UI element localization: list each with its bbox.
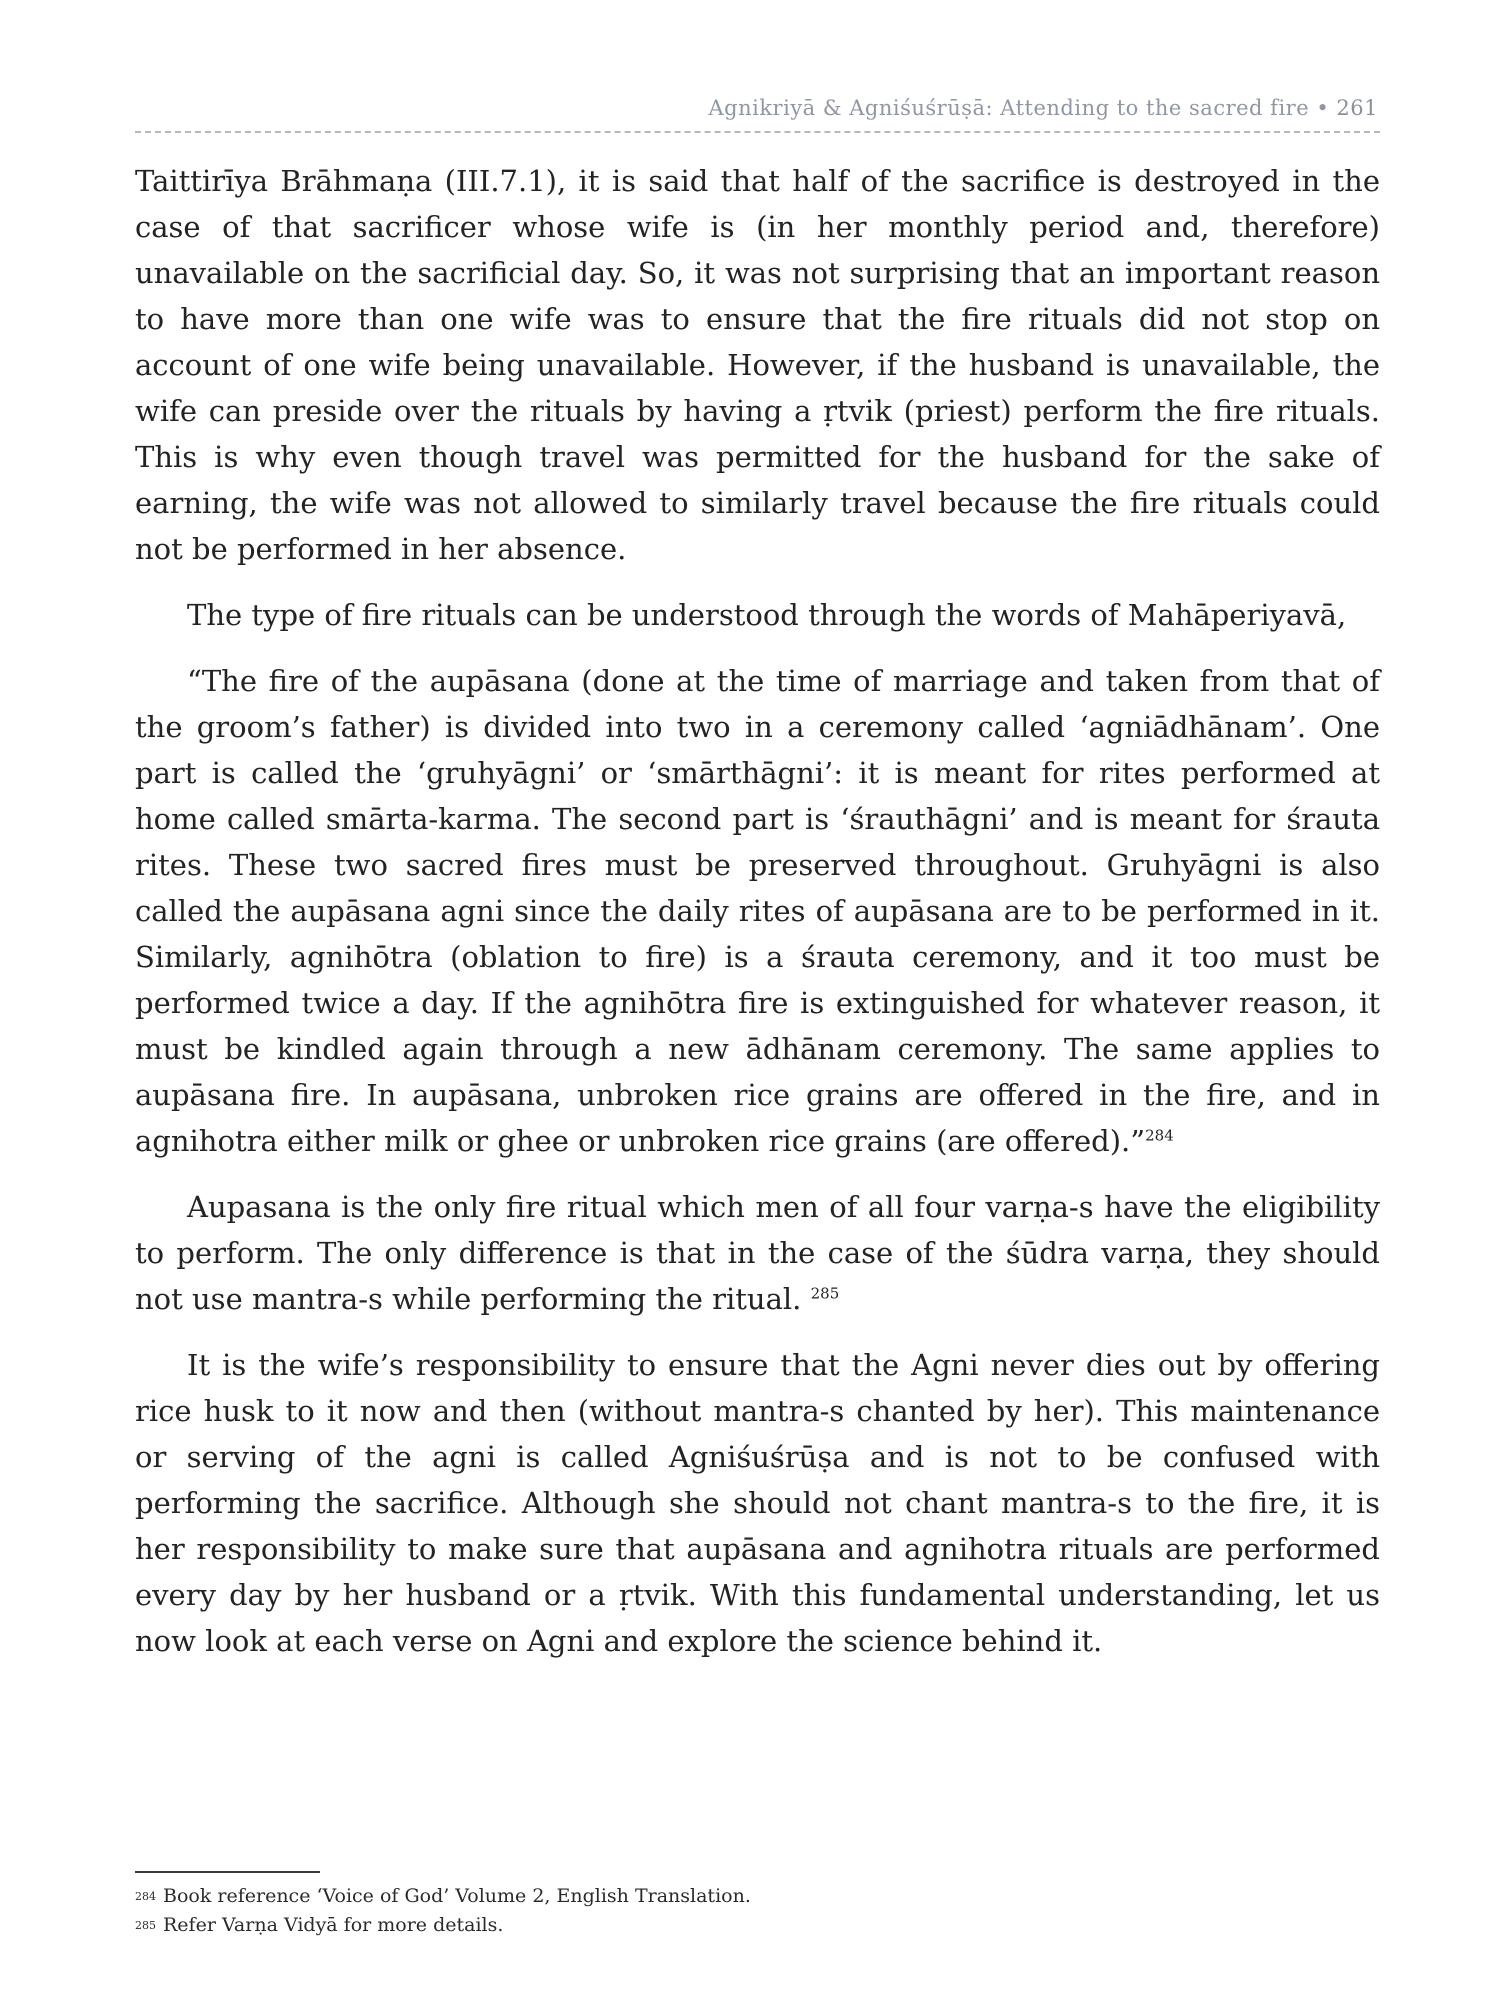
footnote-ref-285: 285 bbox=[810, 1284, 840, 1303]
block-quote: “The fire of the aupāsana (done at the time of marriage and taken from that of the groom’s father) is divided into two in a ceremony called ‘agniādhānam’. One part is called the ‘gruhyāgni’ or ‘smārthāgni’: it is meant for rites performed at home called smārta-karma. The second part is ‘śrauthāgni’ and is meant for śrauta rites. These two sacred fires must be preserved throughout. Gruhyāgni is also called the aupāsana agni since the daily rites of aupāsana are to be performed in it. Similarly, agnihōtra (oblation to fire) is a śrauta ceremony, and it too must be performed twice a day. If the agnihōtra fire is extinguished for whatever reason, it must be kindled again through a new ādhānam ceremony. The same applies to aupāsana fire. In aupāsana, unbroken rice grains are offered in the fire, and in agnihotra either milk or ghee or unbroken rice grains (are offered).”$^{284}$ bbox=[135, 664, 1380, 1158]
footnote-285 bbox=[135, 1911, 1135, 1940]
footnote-ref-284: 284 bbox=[1145, 1126, 1174, 1145]
footnote-number: 285 bbox=[135, 1919, 156, 1932]
running-title: Agnikriyā & Agniśuśrūṣā: Attending to the sacred fire bbox=[708, 96, 1310, 120]
body-text bbox=[135, 158, 1380, 1684]
paragraph-5: It is the wife’s responsibility to ensure that the Agni never dies out by offering rice husk to it now and then (without mantra-s chanted by her). This maintenance or serving of the agni is called Agniśuśrūṣa and is not to be confused with performing the sacrifice. Although she should not chant mantra-s to the fire, it is her responsibility to make sure that aupāsana and agnihotra rituals are performed every day by her husband or a ṛtvik. With this fundamental understanding, let us now look at each verse on Agni and explore the science behind it. bbox=[135, 1348, 1380, 1658]
footnotes bbox=[135, 1882, 1135, 1940]
running-head bbox=[708, 96, 1378, 120]
footnote-284 bbox=[135, 1882, 1135, 1911]
footnote-text: Refer Varṇa Vidyā for more details. bbox=[163, 1914, 504, 1936]
paragraph-2: The type of fire rituals can be understood through the words of Mahāperiyavā, bbox=[187, 598, 1347, 632]
footnote-text: Book reference ‘Voice of God’ Volume 2, English Translation. bbox=[163, 1885, 751, 1907]
footnote-number: 284 bbox=[135, 1890, 156, 1903]
header-rule bbox=[135, 131, 1380, 133]
paragraph-1: Taittirīya Brāhmaṇa (III.7.1), it is said that half of the sacrifice is destroyed in the case of that sacrificer whose wife is (in her monthly period and, therefore) unavailable on the sacrificial day. So, it was not surprising that an important reason to have more than one wife was to ensure that the fire rituals did not stop on account of one wife being unavailable. However, if the husband is unavailable, the wife can preside over the rituals by having a ṛtvik (priest) perform the fire rituals. This is why even though travel was permitted for the husband for the sake of earning, the wife was not allowed to similarly travel because the fire rituals could not be performed in her absence. bbox=[135, 164, 1380, 566]
header-separator: • bbox=[1316, 96, 1330, 120]
paragraph-4: Aupasana is the only fire ritual which men of all four varṇa-s have the eligibility to perform. The only difference is that in the case of the śūdra varṇa, they should not use mantra-s while performing the ritual. $^{285}$ bbox=[135, 1190, 1380, 1316]
footnote-rule bbox=[135, 1871, 320, 1873]
page-number: 261 bbox=[1336, 96, 1378, 120]
